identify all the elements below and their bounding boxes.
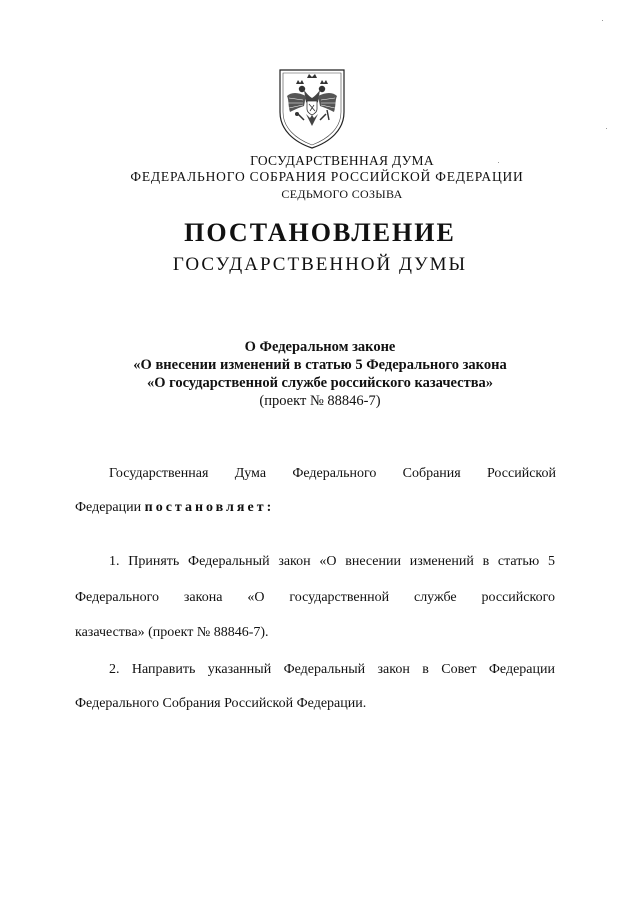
resolves-keyword: постановляет:	[144, 500, 275, 515]
item-2-line-2: Федерального Собрания Российской Федерации.	[75, 696, 367, 711]
scan-speck	[498, 162, 499, 163]
issuer-line-1: ГОСУДАРСТВЕННАЯ ДУМА	[250, 153, 434, 168]
item-1-line-1: 1. Принять Федеральный закон «О внесении изменений в статью 5	[109, 554, 555, 569]
item-1-line-2: Федерального закона «О государственной службе российского	[75, 590, 555, 605]
law-project-number: (проект № 88846-7)	[259, 393, 381, 409]
law-title-line-1: О Федеральном законе	[244, 339, 396, 355]
item-2-line-1: 2. Направить указанный Федеральный закон в Совет Федерации	[109, 662, 555, 677]
item-1-line-3: казачества» (проект № 88846-7).	[75, 625, 269, 640]
intro-line-1: Государственная Дума Федерального Собрания Российской	[109, 466, 556, 481]
law-title-line-2: «О внесении изменений в статью 5 Федерального закона	[133, 357, 507, 373]
scan-speck	[602, 20, 603, 21]
issuer-line-2: ФЕДЕРАЛЬНОГО СОБРАНИЯ РОССИЙСКОЙ ФЕДЕРАЦИИ	[130, 169, 524, 184]
russian-coat-of-arms-icon	[276, 68, 348, 150]
law-title-line-3: «О государственной службе российского казачества»	[146, 375, 494, 391]
document-title: ПОСТАНОВЛЕНИЕ	[184, 218, 456, 247]
intro-line-2-start: Федерации	[75, 500, 145, 515]
intro-line-2	[75, 499, 555, 516]
document-subtitle: ГОСУДАРСТВЕННОЙ ДУМЫ	[172, 254, 468, 275]
issuer-line-3: СЕДЬМОГО СОЗЫВА	[281, 187, 403, 201]
scan-speck	[606, 128, 607, 129]
